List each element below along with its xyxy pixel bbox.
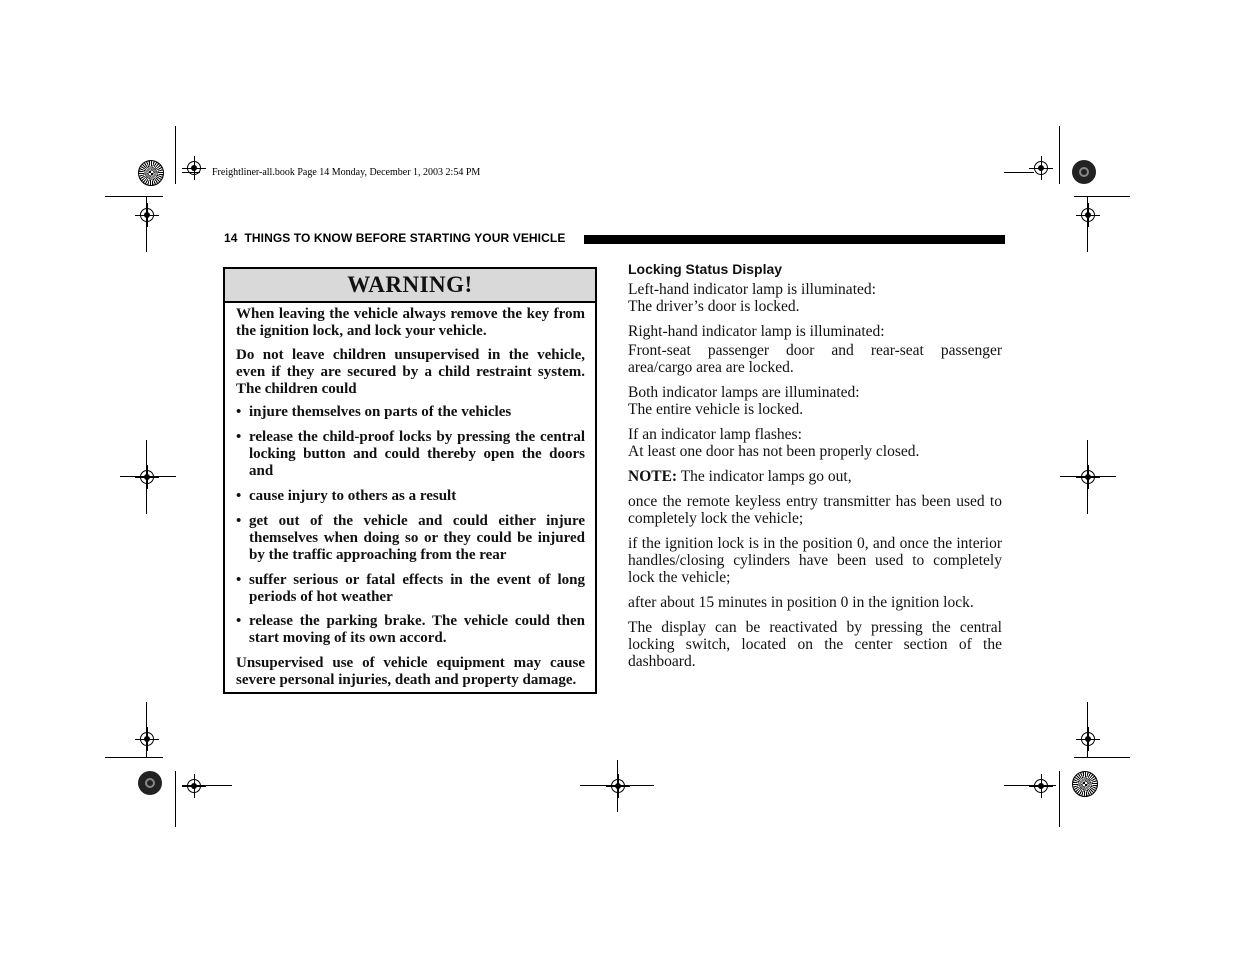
locking-status-section [628,261,1002,670]
condition-text: Both indicator lamps are illuminated: [628,384,860,401]
result-text: Front-seat passenger door and rear-seat passenger area/cargo area are locked. [628,342,1002,376]
warning-list-item: • get out of the vehicle and could either injure themselves when doing so or they could be injured by the traffic approaching from the rear [236,513,585,563]
running-header [224,231,565,245]
warning-paragraph: When leaving the vehicle always remove the key from the ignition lock, and lock your vehicle. [236,306,585,339]
registration-disc-icon [1072,160,1096,184]
warning-footer: Unsupervised use of vehicle equipment may cause severe personal injuries, death and property damage. [236,655,585,688]
starburst-mark-icon [1072,771,1098,797]
warning-paragraph: Do not leave children unsupervised in the vehicle, even if they are secured by a child restraint system. The children could [236,347,585,397]
bullet: • [236,404,242,420]
bullet: • [236,513,242,529]
header-rule [584,235,1005,244]
condition-text: Left-hand indicator lamp is illuminated: [628,281,876,298]
registration-mark-icon [1034,779,1048,793]
warning-body [225,306,595,689]
registration-mark-icon [140,470,154,484]
warning-list-item: • release the child-proof locks by pressing the central locking button and could thereby open the doors and [236,429,585,479]
bullet: • [236,572,242,588]
condition-text: If an indicator lamp flashes: [628,426,802,443]
registration-mark-icon [187,779,201,793]
note-item: after about 15 minutes in position 0 in the ignition lock. [628,594,974,611]
registration-mark-icon [140,732,154,746]
result-text: The entire vehicle is locked. [628,401,804,418]
note-item: if the ignition lock is in the position 0, and once the interior handles/closing cylinders have been used to completely lock the vehicle; [628,535,1002,586]
note-label: NOTE: [628,468,678,485]
warning-list-item: • injure themselves on parts of the vehicles [236,404,512,420]
registration-mark-icon [611,779,625,793]
registration-mark-icon [1081,470,1095,484]
note-item: once the remote keyless entry transmitter has been used to completely lock the vehicle; [628,493,1002,527]
warning-title: WARNING! [225,269,595,303]
registration-mark-icon [140,208,154,222]
registration-mark-icon [1081,732,1095,746]
warning-list-item: • release the parking brake. The vehicle could then start moving of its own accord. [236,613,585,646]
print-slug: Freightliner-all.book Page 14 Monday, December 1, 2003 2:54 PM [212,167,481,178]
section-heading: Locking Status Display [628,261,783,277]
warning-list-item: • suffer serious or fatal effects in the event of long periods of hot weather [236,572,585,605]
condition-text: Right-hand indicator lamp is illuminated: [628,323,885,340]
result-text: At least one door has not been properly closed. [628,443,920,460]
reactivate-text: The display can be reactivated by pressing the central locking switch, located on the center section of the dashboard. [628,619,1002,670]
page-number: 14 [224,231,238,245]
registration-mark-icon [1081,208,1095,222]
warning-box [223,267,597,694]
note-line [628,468,1002,485]
section-title: THINGS TO KNOW BEFORE STARTING YOUR VEHICLE [244,231,566,245]
registration-disc-icon [138,771,162,795]
starburst-mark-icon [138,160,164,186]
bullet: • [236,613,242,629]
bullet: • [236,488,242,504]
bullet: • [236,429,242,445]
note-text: The indicator lamps go out, [677,468,852,485]
registration-mark-icon [1034,161,1048,175]
result-text: The driver’s door is locked. [628,298,800,315]
warning-list-item: • cause injury to others as a result [236,488,457,504]
